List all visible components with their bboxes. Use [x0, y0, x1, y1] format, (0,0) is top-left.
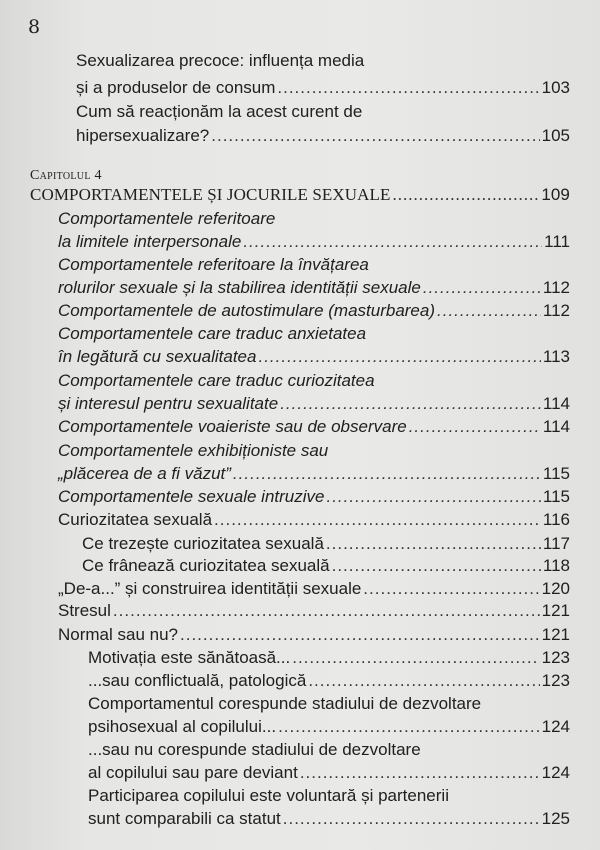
dot-leader	[423, 277, 541, 299]
toc-entry-text: Comportamentele voaieriste sau de observare	[58, 417, 407, 436]
toc-line	[88, 716, 570, 738]
toc-line	[58, 416, 570, 438]
toc-page-number: 117	[542, 534, 570, 553]
toc-line	[58, 346, 570, 368]
dot-leader	[363, 578, 539, 600]
toc-page-number: 125	[541, 809, 570, 828]
toc-entry-text: ...sau conflictuală, patologică	[88, 671, 307, 690]
toc-entry-text: Sexualizarea precoce: influența media	[76, 51, 365, 70]
toc-line	[58, 578, 570, 600]
toc-line	[76, 101, 570, 123]
dot-leader	[113, 600, 540, 622]
toc-entry-text: și interesul pentru sexualitate	[58, 394, 279, 413]
dot-leader	[277, 77, 539, 99]
toc-page-number: 121	[541, 601, 570, 620]
toc-entry-text: Comportamentele care traduc curiozitatea	[58, 371, 375, 390]
toc-line	[58, 624, 570, 646]
toc-line	[58, 300, 570, 322]
dot-leader	[280, 393, 541, 415]
toc-entry-text: rolurilor sexuale și la stabilirea identității sexuale	[58, 278, 421, 297]
toc-line	[88, 808, 570, 830]
toc-entry-text: Ce frânează curiozitatea sexuală	[82, 556, 330, 575]
toc-page-number: 111	[544, 232, 570, 251]
toc-entry-text: în legătură cu sexualitatea	[58, 347, 257, 366]
toc-entry-text: al copilului sau pare deviant	[88, 763, 298, 782]
dot-leader	[211, 125, 539, 147]
toc-line	[58, 323, 570, 345]
toc-page-number: 120	[541, 579, 570, 598]
toc-line	[88, 739, 570, 761]
dot-leader	[278, 716, 540, 738]
dot-leader	[332, 555, 541, 577]
toc-line	[82, 533, 570, 555]
toc-entry-text: la limitele interpersonale	[58, 232, 242, 251]
toc-line	[58, 254, 570, 276]
toc-entry-text: hipersexualizare?	[76, 126, 210, 145]
toc-page-number: 114	[542, 394, 570, 413]
toc-entry-text: psihosexual al copilului...	[88, 717, 277, 736]
toc-entry-text: Ce trezește curiozitatea sexuală	[82, 534, 324, 553]
toc-line	[76, 50, 570, 72]
toc-line	[58, 208, 570, 230]
toc-line	[58, 600, 570, 622]
toc-page-number: 112	[542, 301, 570, 320]
toc-page-number: 123	[541, 671, 570, 690]
dot-leader	[300, 762, 540, 784]
toc-page-number: 113	[542, 347, 570, 366]
dot-leader	[283, 808, 540, 830]
toc-entry-text: ...sau nu corespunde stadiului de dezvoltare	[88, 740, 421, 759]
toc-entry-text: Comportamentele sexuale intruzive	[58, 487, 325, 506]
toc-page-number: 116	[542, 510, 570, 529]
toc-entry-text: Comportamentele referitoare	[58, 209, 276, 228]
dot-leader	[243, 231, 542, 253]
toc-line	[76, 77, 570, 99]
dot-leader	[437, 300, 541, 322]
toc-line	[88, 785, 570, 807]
chapter-title: COMPORTAMENTELE ȘI JOCURILE SEXUALE	[30, 185, 391, 204]
dot-leader	[292, 647, 539, 669]
dot-leader	[392, 184, 539, 206]
toc-entry-text: Comportamentele referitoare la învățarea	[58, 255, 369, 274]
toc-entry-text: Comportamentele care traduc anxietatea	[58, 324, 367, 343]
dot-leader	[180, 624, 540, 646]
toc-page-number: 123	[541, 648, 570, 667]
dot-leader	[308, 670, 539, 692]
toc-entry-text: Participarea copilului este voluntară și partenerii	[88, 786, 449, 805]
toc-line	[88, 693, 570, 715]
toc-line	[88, 670, 570, 692]
dot-leader	[258, 346, 540, 368]
toc-page-number: 114	[542, 417, 570, 436]
toc-page-number: 112	[542, 278, 570, 297]
chapter-title-line	[30, 184, 570, 206]
toc-entry-text: sunt comparabili ca statut	[88, 809, 281, 828]
toc-entry-text: și a produselor de consum	[76, 78, 276, 97]
toc-page-number: 121	[541, 625, 570, 644]
toc-entry-text: Comportamentele de autostimulare (masturbarea)	[58, 301, 436, 320]
toc-page-number: 124	[541, 717, 570, 736]
toc-entry-text: „De-a...” și construirea identității sexuale	[58, 579, 362, 598]
toc-entry-text: Normal sau nu?	[58, 625, 179, 644]
toc-entry-text: Comportamentul corespunde stadiului de dezvoltare	[88, 694, 482, 713]
toc-entry-text: Motivația este sănătoasă...	[88, 648, 291, 667]
toc-page-number: 109	[541, 185, 570, 204]
dot-leader	[214, 509, 541, 531]
toc-line	[58, 463, 570, 485]
dot-leader	[326, 533, 541, 555]
toc-entry-text: Stresul	[58, 601, 111, 620]
toc-line	[88, 762, 570, 784]
toc-entry-text: Curiozitatea sexuală	[58, 510, 213, 529]
toc-page-number: 115	[542, 487, 570, 506]
toc-line	[58, 509, 570, 531]
page-number: 8	[28, 16, 41, 38]
toc-line	[58, 277, 570, 299]
toc-line	[58, 370, 570, 392]
toc-line	[58, 393, 570, 415]
chapter-label: Capitolul 4	[30, 168, 102, 183]
toc-page-number: 118	[542, 556, 570, 575]
toc-entry-text: Comportamentele exhibiționiste sau	[58, 441, 329, 460]
toc-line	[82, 555, 570, 577]
toc-line	[88, 647, 570, 669]
toc-line	[58, 440, 570, 462]
toc-page-number: 103	[541, 78, 570, 97]
dot-leader	[409, 416, 541, 438]
toc-page-number: 115	[542, 464, 570, 483]
toc-entry-text: Cum să reacționăm la acest curent de	[76, 102, 363, 121]
toc-page-number: 105	[541, 126, 570, 145]
toc-page-number: 124	[541, 763, 570, 782]
toc-line	[76, 125, 570, 147]
dot-leader	[326, 486, 540, 508]
toc-entry-text: „plăcerea de a fi văzut”	[58, 464, 231, 483]
toc-line	[58, 486, 570, 508]
toc-line	[58, 231, 570, 253]
dot-leader	[233, 463, 541, 485]
